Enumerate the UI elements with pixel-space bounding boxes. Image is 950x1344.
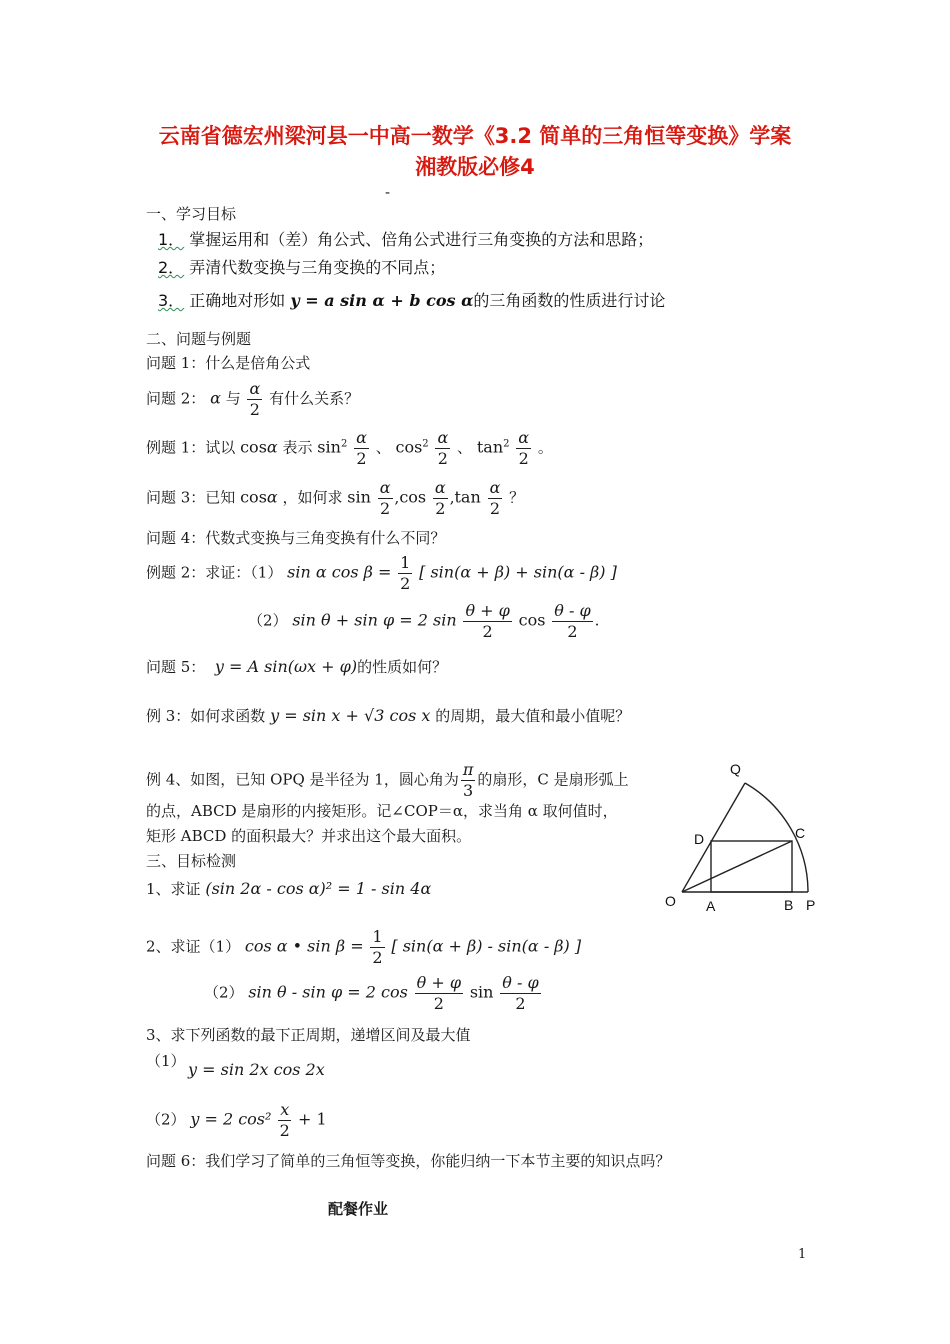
example-2-part-2: （2） sin θ + sin φ = 2 sin $\frac{\theta + \varphi}{2}$ cos $\frac{\theta - \varphi}{2}$ . xyxy=(248,601,600,641)
text: ，如何求 xyxy=(282,488,343,507)
superscript: 2 xyxy=(503,438,510,450)
example-4-line-2: 的点，ABCD 是扇形的内接矩形。记∠COP＝α，求当角 α 取何值时， xyxy=(146,802,618,820)
denominator: 2 xyxy=(518,449,529,468)
numerator: θ + φ xyxy=(416,973,462,992)
example-2-part-1 xyxy=(146,553,617,594)
math-alpha: α xyxy=(266,437,278,457)
document-title-line1: 云南省德宏州梁河县一中高一数学《3.2 简单的三角恒等变换》学案 xyxy=(158,124,792,148)
label-p: P xyxy=(806,897,816,913)
fraction-half xyxy=(370,927,384,968)
denominator: 3 xyxy=(463,781,474,800)
label-q: Q xyxy=(730,761,741,777)
denominator: 2 xyxy=(489,499,501,518)
goal-number: 2． xyxy=(158,258,185,277)
numerator: α xyxy=(249,379,261,398)
check-problem-2-part-2 xyxy=(204,973,543,1014)
label: （2） xyxy=(146,1110,186,1129)
denominator: 2 xyxy=(482,622,493,641)
formula: sin θ - sin φ = 2 cos xyxy=(248,982,408,1002)
label: （2） xyxy=(204,983,244,1002)
formula: sin α cos β = xyxy=(287,562,392,582)
check-problem-2-part-1 xyxy=(146,927,581,968)
fraction-alpha-half xyxy=(488,478,503,519)
denominator: 2 xyxy=(435,499,446,518)
formula: + 1 xyxy=(298,1109,327,1129)
denominator: 2 xyxy=(356,449,367,468)
denominator: 2 xyxy=(515,994,526,1013)
label-c: C xyxy=(795,825,806,841)
formula: y = sin 2x cos 2x xyxy=(188,1060,325,1079)
numerator: π xyxy=(462,760,474,779)
numerator: α xyxy=(356,428,367,447)
fraction-x-half xyxy=(278,1100,291,1141)
math-sin: sin xyxy=(469,982,494,1002)
math-tan: tan xyxy=(454,487,481,507)
math-cos: cos xyxy=(240,487,267,507)
goal-text-after: 的三角函数的性质进行讨论 xyxy=(473,291,666,310)
denominator: 2 xyxy=(567,622,578,641)
separator: 、 xyxy=(375,438,391,457)
fraction-alpha-half xyxy=(435,428,450,469)
numerator: α xyxy=(379,478,391,497)
math-sin: sin xyxy=(347,487,371,507)
question-5 xyxy=(146,656,447,677)
label-b: B xyxy=(784,897,794,913)
math-cos: cos xyxy=(399,487,427,507)
fraction-diff-half xyxy=(500,973,540,1014)
label: 2、求证（1） xyxy=(146,937,241,956)
label: 例 3：如何求函数 xyxy=(146,707,266,725)
goal-text: 正确地对形如 xyxy=(189,291,286,310)
numerator: α xyxy=(434,478,446,497)
fraction-alpha-half xyxy=(433,478,448,519)
label-d: D xyxy=(694,831,705,847)
example-3 xyxy=(146,705,630,726)
numerator: θ - φ xyxy=(554,601,591,620)
check-problem-3-1-label: （1） xyxy=(146,1052,186,1070)
text: 的扇形，C 是扇形弧上 xyxy=(477,770,629,789)
text: 的性质如何？ xyxy=(357,658,448,676)
sector-rectangle-figure xyxy=(660,758,830,918)
separator: 、 xyxy=(457,438,473,457)
question-4: 问题 4：代数式变换与三角变换有什么不同？ xyxy=(146,529,446,547)
text: 表示 xyxy=(282,438,313,457)
goal-formula: y = a sin α + b cos α xyxy=(290,291,474,310)
fraction-alpha-half xyxy=(354,428,369,469)
fraction-alpha-half xyxy=(516,428,531,469)
fraction-sum-half xyxy=(463,601,511,642)
formula: (sin 2α - cos α)² = 1 - sin 4α xyxy=(205,879,432,898)
check-problem-3: 3、求下列函数的最下正周期，递增区间及最大值 xyxy=(146,1026,471,1044)
superscript: 2 xyxy=(422,438,429,450)
page-number: 1 xyxy=(798,1247,807,1262)
numerator: x xyxy=(280,1100,290,1119)
label: 例题 1：试以 xyxy=(146,438,236,457)
goal-text: 弄清代数变换与三角变换的不同点； xyxy=(189,258,446,277)
goal-item-1 xyxy=(158,227,653,250)
superscript: 2 xyxy=(340,438,348,450)
label: 问题 5： xyxy=(146,658,206,676)
question-2 xyxy=(146,379,359,420)
fraction-sum-half xyxy=(415,973,463,1014)
math-tan: tan xyxy=(476,437,504,457)
numerator: α xyxy=(437,428,449,447)
section-heading-problems: 二、问题与例题 xyxy=(146,330,252,348)
formula: sin θ + sin φ = 2 sin xyxy=(292,610,457,630)
label: （2） xyxy=(248,611,288,630)
numerator: α xyxy=(518,428,530,447)
check-problem-1 xyxy=(146,878,431,899)
example-1 xyxy=(146,428,553,469)
text: 与 xyxy=(225,389,241,408)
math-alpha: α xyxy=(210,388,221,408)
label: 问题 3：已知 xyxy=(146,488,236,507)
numerator: 1 xyxy=(372,927,383,946)
line-oc xyxy=(682,841,792,892)
denominator: 2 xyxy=(249,400,260,419)
label: 1、求证 xyxy=(146,880,201,898)
document-title-line2: 湘教版必修4 xyxy=(415,155,535,179)
formula: y = 2 cos² xyxy=(190,1109,272,1129)
fraction-pi-third xyxy=(461,760,476,801)
denominator: 2 xyxy=(437,449,448,468)
formula-bracket: [ sin(α + β) - sin(α - β) ] xyxy=(391,936,582,956)
section-heading-goals: 一、学习目标 xyxy=(146,205,237,223)
denominator: 2 xyxy=(400,574,411,593)
text: 有什么关系？ xyxy=(269,389,360,408)
example-4-line-1 xyxy=(146,760,629,801)
example-4-line-3: 矩形 ABCD 的面积最大？并求出这个最大面积。 xyxy=(146,827,472,845)
text: 。 xyxy=(537,438,553,457)
check-problem-3-1-formula xyxy=(188,1060,325,1079)
label: 问题 2： xyxy=(146,389,206,408)
text: ？ xyxy=(509,488,525,507)
goal-item-2 xyxy=(158,255,445,278)
label-o: O xyxy=(665,893,676,909)
numerator: θ + φ xyxy=(465,601,510,620)
question-1: 问题 1：什么是倍角公式 xyxy=(146,354,311,372)
formula: cos α • sin β = xyxy=(244,936,364,956)
label: 例题 2：求证：（1） xyxy=(146,563,283,582)
fraction-diff-half xyxy=(552,601,592,642)
numerator: α xyxy=(489,478,501,497)
text: 例 4、如图，已知 OPQ 是半径为 1，圆心角为 xyxy=(146,770,459,789)
denominator: 2 xyxy=(279,1121,290,1140)
question-3: 问题 3：已知 cosα ，如何求 sin $\frac{\alpha}{2}$ ,cos $\frac{\alpha}{2}$ ,tan $\frac{\alpha}{2}$ ？ xyxy=(146,478,525,518)
denominator: 2 xyxy=(380,499,391,518)
line-oq xyxy=(682,783,745,892)
numerator: 1 xyxy=(400,553,411,572)
section-heading-check: 三、目标检测 xyxy=(146,852,237,870)
fraction-alpha-half xyxy=(247,379,262,420)
math-cos: cos xyxy=(518,610,546,630)
text: 的周期，最大值和最小值呢？ xyxy=(435,707,631,725)
math-alpha: α xyxy=(266,487,278,507)
label-a: A xyxy=(706,898,716,914)
formula: y = sin x + √3 cos x xyxy=(270,706,431,725)
goal-number: 1． xyxy=(158,230,185,249)
title-dash: - xyxy=(385,183,391,201)
check-problem-3-2 xyxy=(146,1100,327,1141)
fraction-alpha-half xyxy=(378,478,393,519)
formula-bracket: [ sin(α + β) + sin(α - β) ] xyxy=(419,562,617,582)
homework-heading: 配餐作业 xyxy=(328,1200,389,1218)
denominator: 2 xyxy=(372,948,383,967)
math-sin: sin xyxy=(317,437,341,457)
math-cos: cos xyxy=(395,437,423,457)
formula: y = A sin(ωx + φ) xyxy=(214,657,358,676)
math-cos: cos xyxy=(240,437,267,457)
goal-text: 掌握运用和（差）角公式、倍角公式进行三角变换的方法和思路； xyxy=(189,230,654,249)
goal-item-3 xyxy=(158,288,665,311)
fraction-half xyxy=(398,553,412,594)
numerator: θ - φ xyxy=(502,973,539,992)
denominator: 2 xyxy=(433,994,444,1013)
question-6: 问题 6：我们学习了简单的三角恒等变换，你能归纳一下本节主要的知识点吗？ xyxy=(146,1152,671,1170)
goal-number: 3． xyxy=(158,291,185,310)
rectangle-abcd xyxy=(711,841,792,892)
